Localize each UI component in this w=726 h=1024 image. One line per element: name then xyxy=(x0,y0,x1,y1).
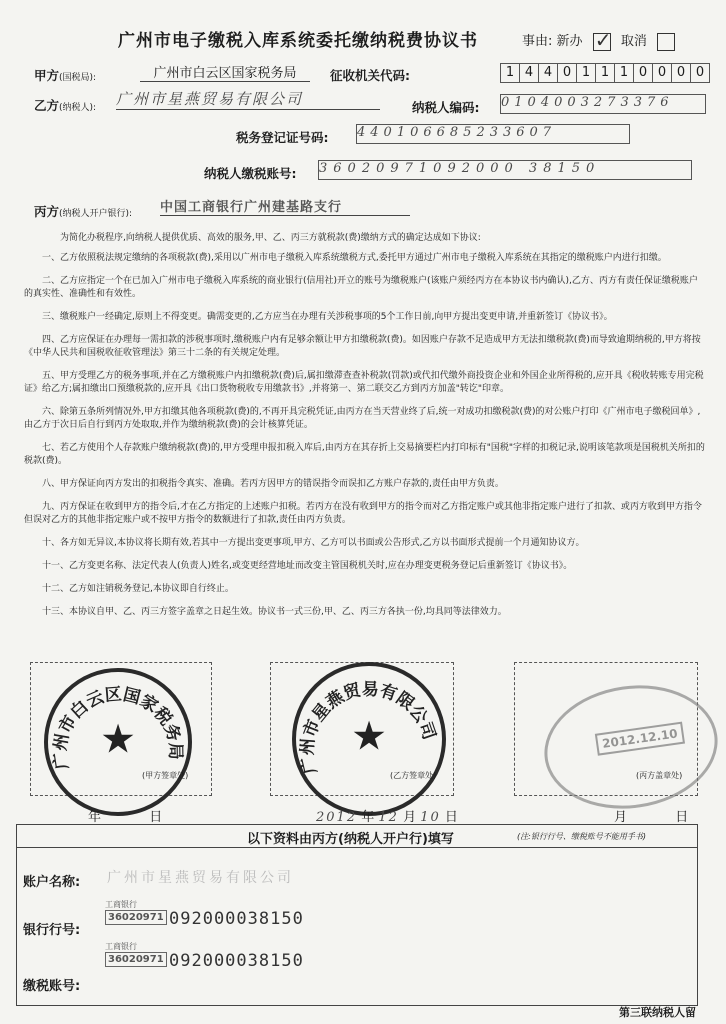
party-a-label xyxy=(34,66,96,84)
party-a-title: 甲方 xyxy=(34,68,60,83)
reg-label: 税务登记证号码: xyxy=(236,130,329,145)
office-code-digit: 4 xyxy=(538,63,558,83)
cancel-label: 取消 xyxy=(620,34,647,49)
bank-no-stamp xyxy=(105,899,167,925)
account-name-label: 账户名称: xyxy=(23,875,81,890)
date-b-month-value: 12 xyxy=(378,810,399,825)
account-label: 纳税人缴税账号: xyxy=(204,166,297,181)
date-b-year-value: 2012 xyxy=(316,810,358,825)
date-b-month: 月 xyxy=(403,810,417,825)
party-a-value: 广州市白云区国家税务局 xyxy=(140,62,310,82)
office-code-digit: 0 xyxy=(690,63,710,83)
tax-account-label: 缴税账号: xyxy=(23,979,81,994)
reason-label: 事由: xyxy=(522,34,553,49)
cancel-checkbox[interactable] xyxy=(657,33,675,51)
date-c-day: 日 xyxy=(675,810,689,825)
reg-value: 440106685233607 xyxy=(356,124,630,144)
party-a-sub: (国税局): xyxy=(59,73,97,83)
bank-no-value: 092000038150 xyxy=(169,909,304,929)
bank-no-label: 银行行号: xyxy=(23,923,81,938)
party-b-sub: (纳税人): xyxy=(59,103,97,113)
agreement-intro xyxy=(24,232,706,245)
clause: 十二、乙方如注销税务登记,本协议即自行终止。 xyxy=(42,584,234,594)
clause: 九、丙方保证在收到甲方的指令后,才在乙方指定的上述账户扣税。若丙方在没有收到甲方的指令而对乙方指定账户或其他非指定账户进行了扣款、或丙方收到甲方指令但误对乙方的其他非指定账户或不按甲方指令的数额进行了扣款,责任由丙方负责。 xyxy=(24,502,702,525)
bank-section-title: 以下资料由丙方(纳税人开户行)填写 xyxy=(247,832,454,847)
date-a xyxy=(88,806,162,825)
bank-no-stamp-caption: 工商银行 xyxy=(105,900,137,909)
party-b-title: 乙方 xyxy=(34,98,60,113)
clause: 三、缴税账户一经确定,原则上不得变更。确需变更的,乙方应当在办理有关涉税事项的5个工作日前,向甲方提出变更申请,并重新签订《协议书》。 xyxy=(42,312,613,322)
clause: 五、甲方受理乙方的税务事项,并在乙方缴税账户内扣缴税款(费)后,属扣缴滞查查补税款(罚款)或代扣代缴外商投资企业和外国企业所得税的,应开具《税收转账专用完税证》给乙方;属扣缴出口预缴税款的,应开具《出口货物税收专用缴款书》,并将第一、第二联交乙方到丙方加盖"转讫"印章。 xyxy=(24,371,704,394)
date-b xyxy=(316,806,458,825)
party-c-value: 中国工商银行广州建基路支行 xyxy=(160,196,410,216)
clause: 六、除第五条所列情况外,甲方扣缴其他各项税款(费)的,不再开具完税凭证,由丙方在当天营业终了后,统一对成功扣缴税款(费)的对公账户打印《广州市电子缴税回单》,由乙方于次日后自行到丙方处取取,并作为缴纳税款(费)的会计核算凭证。 xyxy=(24,407,701,430)
bank-no-stamp-number: 36020971 xyxy=(105,910,167,925)
date-c xyxy=(614,806,688,825)
taxpayer-no-label: 纳税人编码: xyxy=(412,100,480,115)
party-c-title: 丙方 xyxy=(34,204,60,219)
party-b-label xyxy=(34,96,96,114)
office-code-digit: 0 xyxy=(671,63,691,83)
tax-account-stamp-caption: 工商银行 xyxy=(105,942,137,951)
office-code-digit: 1 xyxy=(500,63,520,83)
seal-b-label: (乙方签章处) xyxy=(390,771,437,780)
party-c-label xyxy=(34,202,132,220)
document-title: 广州市电子缴税入库系统委托缴纳税费协议书 xyxy=(118,31,478,51)
seal-a-label: (甲方签章处) xyxy=(142,771,189,780)
seal-c-date: 2012.12.10 xyxy=(595,722,685,756)
intro-text: 为简化办税程序,向纳税人提供优质、高效的服务,甲、乙、丙三方就税款(费)缴纳方式的确定达成如下协议: xyxy=(60,233,481,243)
seal-c-label: (丙方盖章处) xyxy=(636,771,683,780)
office-code-digit: 4 xyxy=(519,63,539,83)
date-b-day-value: 10 xyxy=(420,810,441,825)
account-value: 36020971092000 38150 xyxy=(318,160,692,180)
date-b-year: 年 xyxy=(361,810,375,825)
reason-row xyxy=(522,27,681,52)
agreement-clauses xyxy=(24,252,706,629)
clause: 十、各方如无异议,本协议将长期有效,若其中一方提出变更事项,甲方、乙方可以书面或公告形式,乙方以书面形式提前一个月通知协议方。 xyxy=(42,538,585,548)
clause: 八、甲方保证向丙方发出的扣税指令真实、准确。若丙方因甲方的错误指令而误扣乙方账户存款的,责任由甲方负责。 xyxy=(42,479,504,489)
office-code-boxes xyxy=(501,63,710,83)
date-c-month: 月 xyxy=(614,810,628,825)
office-code-digit: 1 xyxy=(614,63,634,83)
office-code-digit: 0 xyxy=(633,63,653,83)
bank-section-header xyxy=(17,825,697,848)
office-code-digit: 0 xyxy=(557,63,577,83)
svg-text:广州市白云区国家税务局: 广州市白云区国家税务局 xyxy=(50,684,186,771)
office-code-digit: 1 xyxy=(576,63,596,83)
clause: 十一、乙方变更名称、法定代表人(负责人)姓名,或变更经营地址而改变主管国税机关时,应在办理变更税务登记后重新签订《协议书》。 xyxy=(42,561,573,571)
date-a-day: 日 xyxy=(149,810,163,825)
party-b-value: 广州市星燕贸易有限公司 xyxy=(116,88,380,110)
party-c-sub: (纳税人开户银行): xyxy=(59,209,133,219)
seal-b xyxy=(292,662,446,816)
clause: 七、若乙方使用个人存款账户缴纳税款(费)的,甲方受理申报扣税入库后,由丙方在其存折上交易摘要栏内打印标有"国税"字样的扣税记录,说明该笔款项是国税机关所扣的税款(费)。 xyxy=(24,443,705,466)
tax-account-stamp xyxy=(105,941,167,967)
taxpayer-no-value: 0104003273376 xyxy=(500,94,706,114)
bank-section-note: (注:银行行号、缴税账号不能用手书) xyxy=(517,832,646,841)
bank-section xyxy=(16,824,698,1006)
office-code-digit: 1 xyxy=(595,63,615,83)
office-code-label: 征收机关代码: xyxy=(330,68,410,83)
account-name-value: 广州市星燕贸易有限公司 xyxy=(107,870,294,886)
clause: 十三、本协议自甲、乙、丙三方签字盖章之日起生效。协议书一式三份,甲、乙、丙三方各执一份,均具同等法律效力。 xyxy=(42,607,507,617)
new-checkbox[interactable] xyxy=(593,27,612,52)
checkmark-icon: ✓ xyxy=(594,27,612,52)
tax-account-value: 092000038150 xyxy=(169,951,304,971)
tax-account-stamp-number: 36020971 xyxy=(105,952,167,967)
seal-a xyxy=(44,668,192,816)
svg-text:广州市星燕贸易有限公司: 广州市星燕贸易有限公司 xyxy=(297,679,439,776)
star-icon: ★ xyxy=(351,713,387,760)
star-icon: ★ xyxy=(100,716,136,763)
clause: 二、乙方应指定一个在已加入广州市电子缴税入库系统的商业银行(信用社)开立的账号为缴税账户(该账户须经丙方在本协议书内确认),乙方、丙方有责任保证缴税账户的真实性、准确性和有效性。 xyxy=(24,276,698,299)
date-a-year: 年 xyxy=(88,810,102,825)
date-b-day: 日 xyxy=(444,810,458,825)
footer-label: 第三联纳税人留 xyxy=(619,1006,696,1019)
clause: 四、乙方应保证在办理每一需扣款的涉税事项时,缴税账户内有足够余额让甲方扣缴税款(费)。如因账户存款不足造成甲方无法扣缴税款(费)而导致逾期纳税的,甲方将按《中华人民共和国税收征收管理法》第三十二条的有关规定处理。 xyxy=(24,335,701,358)
new-label: 新办 xyxy=(556,34,583,49)
clause: 一、乙方依照税法规定缴纳的各项税款(费),采用以广州市电子缴税入库系统缴税方式,委托甲方通过广州市电子缴税入库系统在其指定的缴税账户内进行扣缴。 xyxy=(42,253,667,263)
office-code-digit: 0 xyxy=(652,63,672,83)
